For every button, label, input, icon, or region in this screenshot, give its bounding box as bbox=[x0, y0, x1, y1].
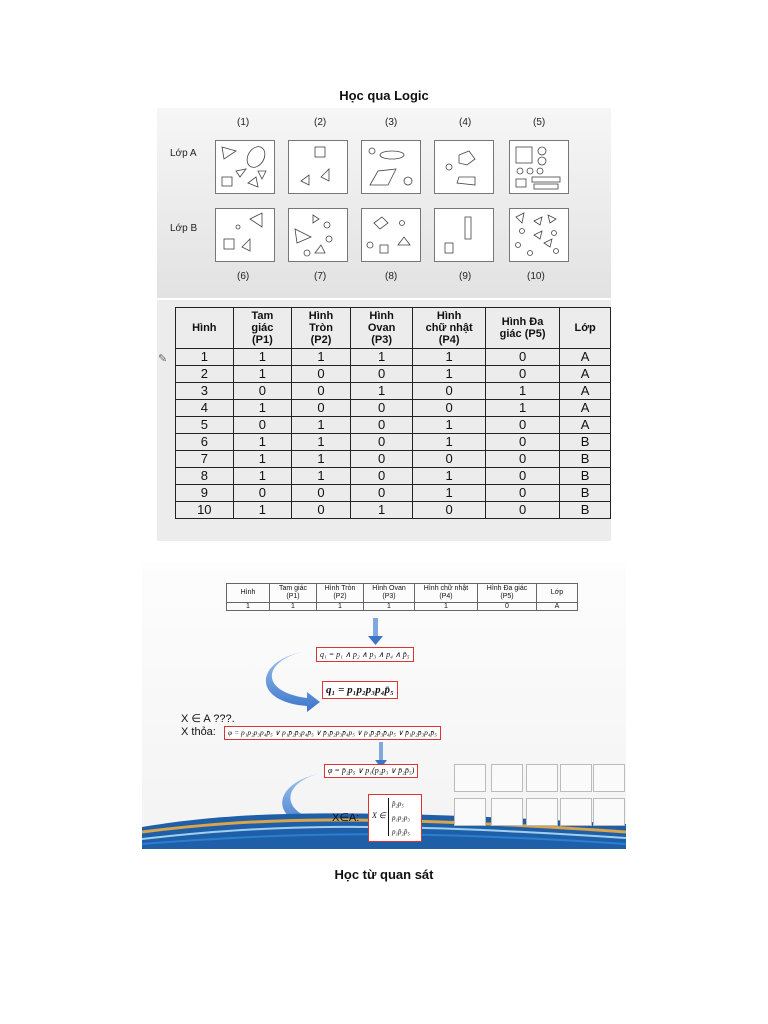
header-line: Lớp bbox=[574, 322, 596, 334]
table-cell: 0 bbox=[233, 417, 292, 434]
cases-list bbox=[392, 797, 410, 839]
table-cell: 0 bbox=[485, 502, 559, 519]
table-cell: 0 bbox=[292, 400, 351, 417]
header-line: Hình bbox=[436, 310, 462, 322]
figure-label-10: (10) bbox=[527, 271, 545, 282]
table-cell: 2 bbox=[176, 366, 234, 383]
table-cell: B bbox=[560, 451, 611, 468]
shape-box-6 bbox=[215, 208, 275, 262]
table-cell: 1 bbox=[350, 383, 413, 400]
table-cell: 0 bbox=[292, 383, 351, 400]
table-cell: 1 bbox=[233, 451, 292, 468]
table-cell: 1 bbox=[413, 468, 485, 485]
header-line: (P4) bbox=[438, 334, 460, 346]
table-cell: 0 bbox=[292, 366, 351, 383]
figure-label-2: (2) bbox=[314, 117, 327, 128]
shape-box-7 bbox=[288, 208, 348, 262]
table-row bbox=[176, 349, 611, 366]
figure-label-5: (5) bbox=[533, 117, 546, 128]
x-in-a-question: X ∈ A ???. bbox=[181, 713, 235, 725]
table-cell: 1 bbox=[233, 400, 292, 417]
table-cell: 0 bbox=[350, 434, 413, 451]
figure-label-9: (9) bbox=[459, 271, 472, 282]
table-cell: 8 bbox=[176, 468, 234, 485]
header-line: giác bbox=[251, 322, 274, 334]
table-cell: 0 bbox=[350, 468, 413, 485]
table-cell: 0 bbox=[292, 502, 351, 519]
header-line: Hình bbox=[369, 310, 394, 322]
header-line: (P1) bbox=[252, 334, 273, 346]
small-cell: 1 bbox=[415, 603, 478, 611]
table-cell: 0 bbox=[485, 468, 559, 485]
table-cell: 9 bbox=[176, 485, 234, 502]
table-cell: 1 bbox=[292, 349, 351, 366]
header-cell-5 bbox=[485, 308, 559, 349]
case-3: p₁p̄₂p̄₅ bbox=[392, 828, 410, 836]
table-row bbox=[176, 451, 611, 468]
small-header-cell: Lớp bbox=[537, 584, 578, 603]
header-line: Tam bbox=[251, 310, 274, 322]
table-cell: 1 bbox=[176, 349, 234, 366]
table-row bbox=[176, 468, 611, 485]
header-line: giác (P5) bbox=[499, 328, 546, 340]
table-cell: 1 bbox=[485, 400, 559, 417]
phi-formula: φ = p₁p₂p₃p₄p̄₅ ∨ p₁p̄₂p̄₃p₄p̄₅ ∨ p̄₁p̄₂p₃p̄₄p₅ ∨ p₁p̄₂p̄₃p̄₄p₅ ∨ p̄₁p₂p̄₃p₄p̄₅ bbox=[224, 726, 441, 740]
header-line: Hình bbox=[308, 310, 334, 322]
table-cell: A bbox=[560, 417, 611, 434]
table-row bbox=[176, 485, 611, 502]
doc-title-bottom: Học từ quan sát bbox=[334, 867, 434, 882]
table-cell: 3 bbox=[176, 383, 234, 400]
table-cell: 0 bbox=[485, 417, 559, 434]
shape-box-3 bbox=[361, 140, 421, 194]
header-line: (P3) bbox=[371, 334, 392, 346]
table-cell: A bbox=[560, 400, 611, 417]
table-cell: 0 bbox=[350, 400, 413, 417]
thumb-shape-3 bbox=[526, 764, 558, 792]
logic-slide bbox=[142, 562, 626, 849]
shape-box-2 bbox=[288, 140, 348, 194]
shape-box-5 bbox=[509, 140, 569, 194]
table-cell: 1 bbox=[413, 485, 485, 502]
table-cell: 0 bbox=[485, 434, 559, 451]
small-cell: 1 bbox=[227, 603, 270, 611]
thumb-shape-1 bbox=[454, 764, 486, 792]
table-cell: 0 bbox=[350, 451, 413, 468]
table-cell: 1 bbox=[233, 502, 292, 519]
header-cell-3 bbox=[350, 308, 413, 349]
table-cell: 0 bbox=[485, 451, 559, 468]
formula-q1-short: q₁ = p₁p₂p₃p₄p̄₅ bbox=[322, 681, 398, 699]
pencil-icon: ✎ bbox=[158, 353, 168, 365]
thumb-shape-8 bbox=[526, 798, 558, 826]
x-in-a-result-label: X∈A: bbox=[332, 812, 360, 824]
truth-table-panel bbox=[157, 300, 611, 541]
small-cell: A bbox=[537, 603, 578, 611]
table-cell: 0 bbox=[350, 485, 413, 502]
small-header-cell: Hình bbox=[227, 584, 270, 603]
shape-box-9 bbox=[434, 208, 494, 262]
table-cell: 1 bbox=[413, 349, 485, 366]
shape-box-8 bbox=[361, 208, 421, 262]
doc-title-top: Học qua Logic bbox=[339, 88, 429, 103]
figure-label-4: (4) bbox=[459, 117, 472, 128]
shapes-figure bbox=[157, 108, 611, 298]
table-cell: A bbox=[560, 349, 611, 366]
table-cell: B bbox=[560, 485, 611, 502]
header-line: chữ nhật bbox=[425, 322, 473, 334]
header-line: Hình bbox=[192, 322, 217, 334]
shape-box-10 bbox=[509, 208, 569, 262]
small-header-cell: Tam giác (P1) bbox=[270, 584, 317, 603]
table-cell: 0 bbox=[413, 383, 485, 400]
table-cell: 1 bbox=[233, 366, 292, 383]
figure-label-3: (3) bbox=[385, 117, 398, 128]
table-cell: B bbox=[560, 434, 611, 451]
shape-box-1 bbox=[215, 140, 275, 194]
brace bbox=[388, 798, 390, 836]
table-cell: 1 bbox=[233, 468, 292, 485]
table-cell: 0 bbox=[413, 502, 485, 519]
case-1: p̄₂p₅ bbox=[392, 800, 404, 808]
figure-label-8: (8) bbox=[385, 271, 398, 282]
table-row bbox=[176, 366, 611, 383]
phi-simplified: φ = p̄₂p₅ ∨ p₁(p₂p₃ ∨ p̄₂p̄₅) bbox=[324, 764, 418, 778]
x-thoa-label: X thỏa: bbox=[181, 726, 216, 738]
thumb-shape-4 bbox=[560, 764, 592, 792]
thumb-shape-5 bbox=[593, 764, 625, 792]
table-cell: 1 bbox=[413, 366, 485, 383]
table-cell: B bbox=[560, 468, 611, 485]
header-cell-0 bbox=[176, 308, 234, 349]
table-cell: 0 bbox=[485, 366, 559, 383]
thumb-shape-10 bbox=[593, 798, 625, 826]
header-line: Tròn bbox=[309, 322, 333, 334]
table-cell: 1 bbox=[485, 383, 559, 400]
table-cell: 1 bbox=[292, 451, 351, 468]
formula-q1: q₁ = p₁ ∧ p₂ ∧ p₃ ∧ p₄ ∧ p̄₅ bbox=[316, 647, 414, 662]
table-cell: A bbox=[560, 383, 611, 400]
table-cell: A bbox=[560, 366, 611, 383]
figure-label-6: (6) bbox=[237, 271, 250, 282]
table-cell: 0 bbox=[292, 485, 351, 502]
table-cell: 0 bbox=[413, 400, 485, 417]
table-cell: 1 bbox=[292, 417, 351, 434]
small-cell: 0 bbox=[478, 603, 537, 611]
table-cell: 1 bbox=[350, 349, 413, 366]
table-cell: 0 bbox=[485, 485, 559, 502]
figure-label-1: (1) bbox=[237, 117, 250, 128]
figure-label-7: (7) bbox=[314, 271, 327, 282]
table-row bbox=[176, 417, 611, 434]
table-cell: 0 bbox=[350, 366, 413, 383]
x-in-label: X ∈ bbox=[372, 811, 386, 820]
table-cell: 10 bbox=[176, 502, 234, 519]
table-cell: B bbox=[560, 502, 611, 519]
thumb-shape-2 bbox=[491, 764, 523, 792]
thumb-shape-6 bbox=[454, 798, 486, 826]
table-row bbox=[176, 400, 611, 417]
header-line: Ovan bbox=[367, 322, 396, 334]
table-cell: 4 bbox=[176, 400, 234, 417]
table-cell: 1 bbox=[233, 349, 292, 366]
truth-table bbox=[175, 307, 611, 519]
table-row bbox=[176, 383, 611, 400]
small-cell: 1 bbox=[270, 603, 317, 611]
table-cell: 7 bbox=[176, 451, 234, 468]
header-line: Hình Đa bbox=[501, 316, 544, 328]
thumb-shape-9 bbox=[560, 798, 592, 826]
header-cell-6 bbox=[560, 308, 611, 349]
table-cell: 0 bbox=[233, 485, 292, 502]
table-row bbox=[176, 502, 611, 519]
shape-box-4 bbox=[434, 140, 494, 194]
small-header-cell: Hình Tròn (P2) bbox=[317, 584, 364, 603]
thumb-shape-7 bbox=[491, 798, 523, 826]
table-cell: 1 bbox=[292, 468, 351, 485]
class-a-label: Lớp A bbox=[170, 148, 197, 159]
x-in-a-cases bbox=[368, 794, 422, 842]
case-2: p₁p₂p₃ bbox=[392, 814, 410, 822]
header-cell-2 bbox=[292, 308, 351, 349]
header-line: (P2) bbox=[310, 334, 332, 346]
table-cell: 0 bbox=[350, 417, 413, 434]
small-cell: 1 bbox=[317, 603, 364, 611]
small-cell: 1 bbox=[364, 603, 415, 611]
table-cell: 0 bbox=[233, 383, 292, 400]
table-cell: 0 bbox=[485, 349, 559, 366]
small-header-cell: Hình chữ nhật (P4) bbox=[415, 584, 478, 603]
table-cell: 1 bbox=[233, 434, 292, 451]
table-row bbox=[176, 434, 611, 451]
table-cell: 1 bbox=[413, 434, 485, 451]
single-row-table bbox=[226, 583, 578, 611]
table-cell: 1 bbox=[292, 434, 351, 451]
table-cell: 1 bbox=[350, 502, 413, 519]
table-cell: 0 bbox=[413, 451, 485, 468]
header-cell-4 bbox=[413, 308, 485, 349]
table-cell: 6 bbox=[176, 434, 234, 451]
table-cell: 5 bbox=[176, 417, 234, 434]
small-header-cell: Hình Đa giác (P5) bbox=[478, 584, 537, 603]
class-b-label: Lớp B bbox=[170, 223, 198, 234]
small-header-cell: Hình Ovan (P3) bbox=[364, 584, 415, 603]
table-cell: 1 bbox=[413, 417, 485, 434]
header-cell-1 bbox=[233, 308, 292, 349]
